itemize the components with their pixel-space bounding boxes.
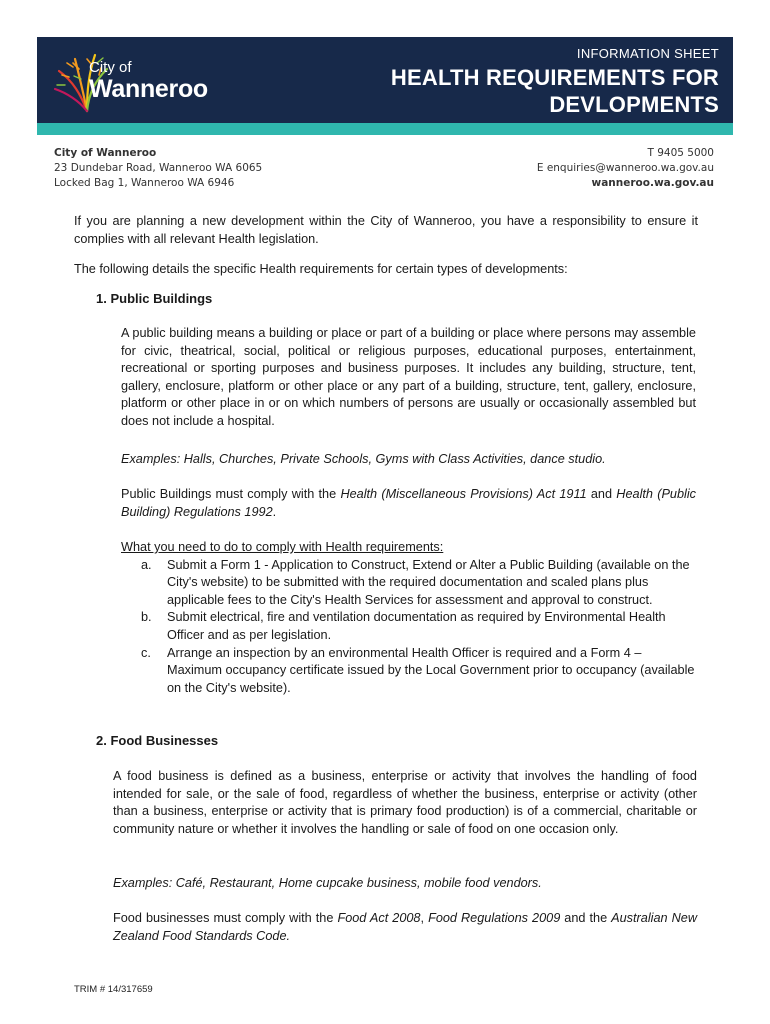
compliance-regulations: Food Regulations 2009 [428,911,561,925]
list-marker: a. [141,557,152,572]
compliance-steps-heading: What you need to do to comply with Health requirements: [121,540,444,554]
address-block [54,146,262,191]
street-address: 23 Dundebar Road, Wanneroo WA 6065 [54,162,263,174]
compliance-prefix: Food businesses must comply with the [113,911,338,925]
public-building-examples: Examples: Halls, Churches, Private Schools, Gyms with Class Activities, dance studio. [121,452,606,466]
compliance-prefix: Public Buildings must comply with the [121,487,341,501]
public-building-compliance [121,486,696,521]
compliance-code: Australian New Zealand Food Standards Code. [113,911,697,943]
website-link[interactable]: wanneroo.wa.gov.au [591,177,714,189]
postal-address: Locked Bag 1, Wanneroo WA 6946 [54,177,235,189]
compliance-act: Food Act 2008 [337,911,421,925]
logo-name-text: Wanneroo [89,75,208,103]
compliance-steps-block [121,539,696,697]
compliance-regulations: Health (Public Building) Regulations 1992 [121,487,697,519]
info-sheet-label: INFORMATION SHEET [576,46,719,61]
public-building-definition: A public building means a building or place or part of a building or place where persons may assemble for civic, theatrical, social, political or religious purposes, educational purposes, entertainment, recreational or sporting purposes and business purposes. It includes any building, structure, tent, gallery, enclosure, platform or other place or any part of a building, structure, tent, gallery, enclosure, platform or other place in or on which numbers of persons are usually or occasionally assembled but does not include a hospital. [121,326,696,428]
section-heading-food-businesses: 2. Food Businesses [96,733,219,748]
trim-reference: TRIM # 14/317659 [74,984,153,995]
compliance-separator: , [420,911,429,925]
list-marker: c. [141,645,151,660]
logo-city-text: City of [89,59,132,76]
compliance-end: . [272,504,277,519]
header-banner [37,37,733,123]
list-item [121,609,696,644]
food-business-definition: A food business is defined as a business, enterprise or activity that involves the handling of food intended for sale, or the sale of food, regardless of whether the business, enterprise or activity (other than a business, enterprise or activity that is primary food production) is of a commercial, charitable or community nature or whether it involves the handling or sale of food on one occasion only. [113,769,697,836]
compliance-and: and the [560,911,612,925]
food-business-compliance [113,910,697,945]
header-accent-bar [37,123,733,135]
org-name: City of Wanneroo [54,147,157,159]
list-item-text: Submit electrical, fire and ventilation documentation as required by Environmental Health Officer and as per legislation. [167,610,666,642]
food-business-examples: Examples: Café, Restaurant, Home cupcake business, mobile food vendors. [113,876,542,890]
compliance-and: and [586,487,617,501]
document-title-line-2: DEVLOPMENTS [549,92,719,117]
intro-list-lead: The following details the specific Health requirements for certain types of developments: [74,262,568,276]
compliance-steps-list [121,557,696,698]
list-marker: b. [141,610,152,625]
list-item-text: Submit a Form 1 - Application to Construct, Extend or Alter a Public Building (available on the City's website) to be submitted with the required documentation and scaled plans plus applicable fees to the City's Health Services for assessment and approval to construct. [167,557,690,607]
phone-number: T 9405 5000 [647,147,714,159]
section-heading-public-buildings: 1. Public Buildings [96,291,213,306]
email-address[interactable]: E enquiries@wanneroo.wa.gov.au [536,162,714,174]
contact-block [537,146,714,191]
list-item [121,557,696,610]
list-item [121,645,696,698]
compliance-act: Health (Miscellaneous Provisions) Act 1911 [340,487,587,501]
intro-paragraph: If you are planning a new development within the City of Wanneroo, you have a responsibility to ensure it complies with all relevant Health legislation. [74,214,698,246]
list-item-text: Arrange an inspection by an environmental Health Officer is required and a Form 4 – Maximum occupancy certificate issued by the Local Government prior to occupancy (available on the City's website). [167,645,695,695]
document-title-line-1: HEALTH REQUIREMENTS FOR [390,65,719,90]
